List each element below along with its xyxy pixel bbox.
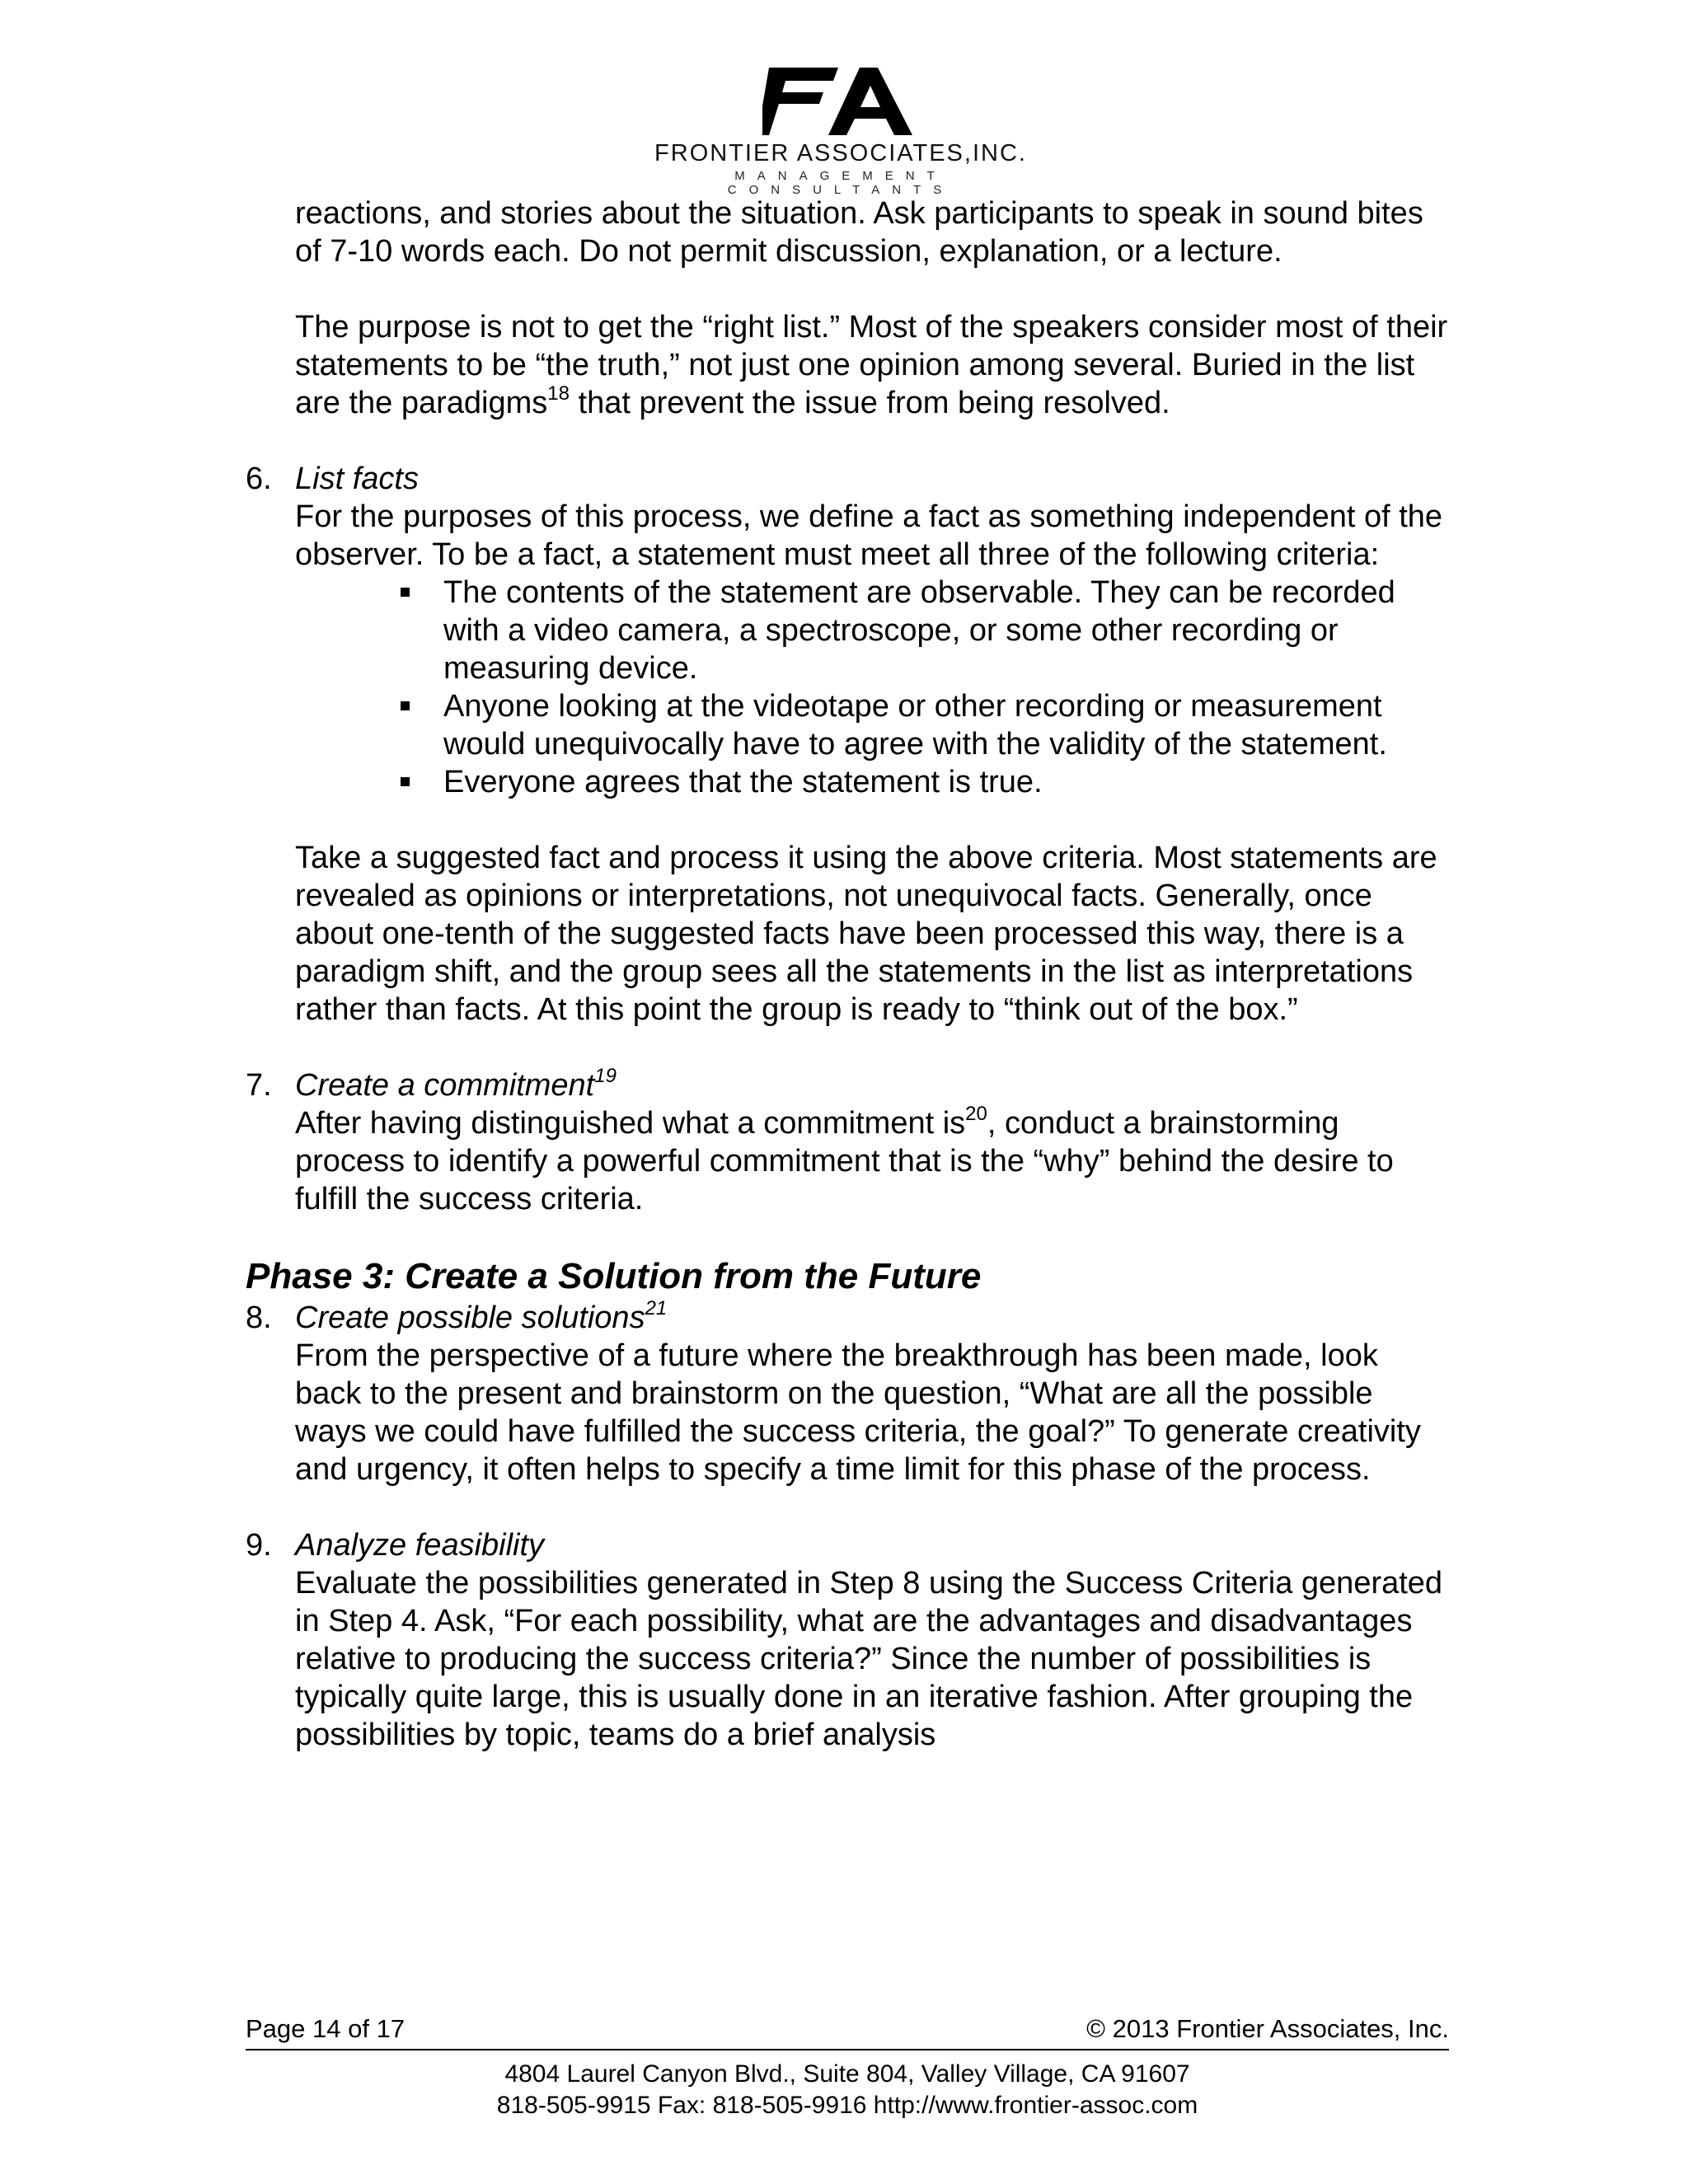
footnote-ref: 19 — [594, 1065, 617, 1087]
company-tagline: MANAGEMENT CONSULTANTS — [727, 169, 954, 197]
step-title: Create possible solutions$^{21}$ — [295, 1297, 668, 1335]
contact-line: 818-505-9915 Fax: 818-505-9916 http://www.frontier-assoc.com — [496, 2092, 1198, 2119]
step-text: Evaluate the possibilities generated in Step 8 using the Success Criteria generated in Step 4. Ask, “For each possibility, what are the advantages and disadvantages relative to producing the success criteria?” Since the number of possibilities is typically quite large, this is usually done in an iterative fashion. After grouping the possibilities by topic, teams do a brief analysis — [295, 1566, 1443, 1752]
address-line: 4804 Laurel Canyon Blvd., Suite 804, Valley Village, CA 91607 — [504, 2060, 1190, 2088]
list-item: Anyone looking at the videotape or other recording or measurement would unequivocally have to agree with the validity of the statement. — [443, 687, 1449, 763]
footnote-ref: 20 — [965, 1103, 987, 1125]
step-number: 7. — [246, 1068, 272, 1103]
criteria-list — [246, 574, 1449, 801]
list-item: The contents of the statement are observable. They can be recorded with a video camera, a spectroscope, or some other recording or measuring device. — [443, 574, 1449, 687]
document-body — [246, 194, 1449, 1754]
copyright: © 2013 Frontier Associates, Inc. — [1086, 2014, 1449, 2043]
step-6 — [246, 460, 1449, 574]
paragraph-facts: Take a suggested fact and process it using the above criteria. Most statements are revealed as opinions or interpretations, not unequivocal facts. Generally, once about one-tenth of the suggested facts have been processed this way, there is a paradigm shift, and the group sees all the statements in the list as interpretations rather than facts. At this point the group is ready to “think out of the box.” — [295, 841, 1437, 1027]
step-7 — [246, 1065, 1449, 1218]
step-number: 9. — [246, 1528, 272, 1563]
paragraph-purpose: The purpose is not to get the “right list.” Most of the speakers consider most of their statements to be “the truth,” not just one opinion among several. Buried in the list are the paradigms$^{18}$ that prevent the issue from being resolved. — [295, 310, 1448, 420]
company-logo — [618, 66, 1063, 197]
footnote-ref: 21 — [645, 1297, 668, 1319]
step-text: For the purposes of this process, we define a fact as something independent of the observer. To be a fact, a statement must meet all three of the following criteria: — [295, 499, 1443, 572]
fa-logo-icon — [762, 66, 919, 137]
step-8 — [246, 1297, 1449, 1488]
footnote-ref: 18 — [547, 382, 570, 405]
step-text: After having distinguished what a commitment $is^{20}$, conduct a brainstorming process to identify a powerful commitment that is the “why” behind the desire to fulfill the success criteria. — [295, 1103, 1394, 1216]
paragraph-intro: reactions, and stories about the situation. Ask participants to speak in sound bites of 7-10 words each. Do not permit discussion, explanation, or a lecture. — [295, 196, 1423, 269]
step-title: Analyze feasibility — [295, 1528, 545, 1563]
step-9 — [246, 1526, 1449, 1754]
footer-row — [246, 2014, 1449, 2050]
step-text: From the perspective of a future where the breakthrough has been made, look back to the present and brainstorm on the question, “What are all the possible ways we could have fulfilled the success criteria, the goal?” To generate creativity and urgency, it often helps to specify a time limit for this phase of the process. — [295, 1338, 1421, 1487]
step-title: List facts — [295, 462, 419, 496]
step-number: 6. — [246, 462, 272, 496]
company-name: FRONTIER ASSOCIATES,INC. — [654, 140, 1027, 166]
step-title: Create a commitment$^{19}$ — [295, 1065, 617, 1103]
list-item: Everyone agrees that the statement is true. — [443, 763, 1449, 801]
section-heading: Phase 3: Create a Solution from the Future — [246, 1256, 982, 1296]
footer-address — [246, 2059, 1449, 2121]
page-footer — [246, 2014, 1449, 2121]
page-number: Page 14 of 17 — [246, 2014, 406, 2043]
step-number: 8. — [246, 1301, 272, 1335]
